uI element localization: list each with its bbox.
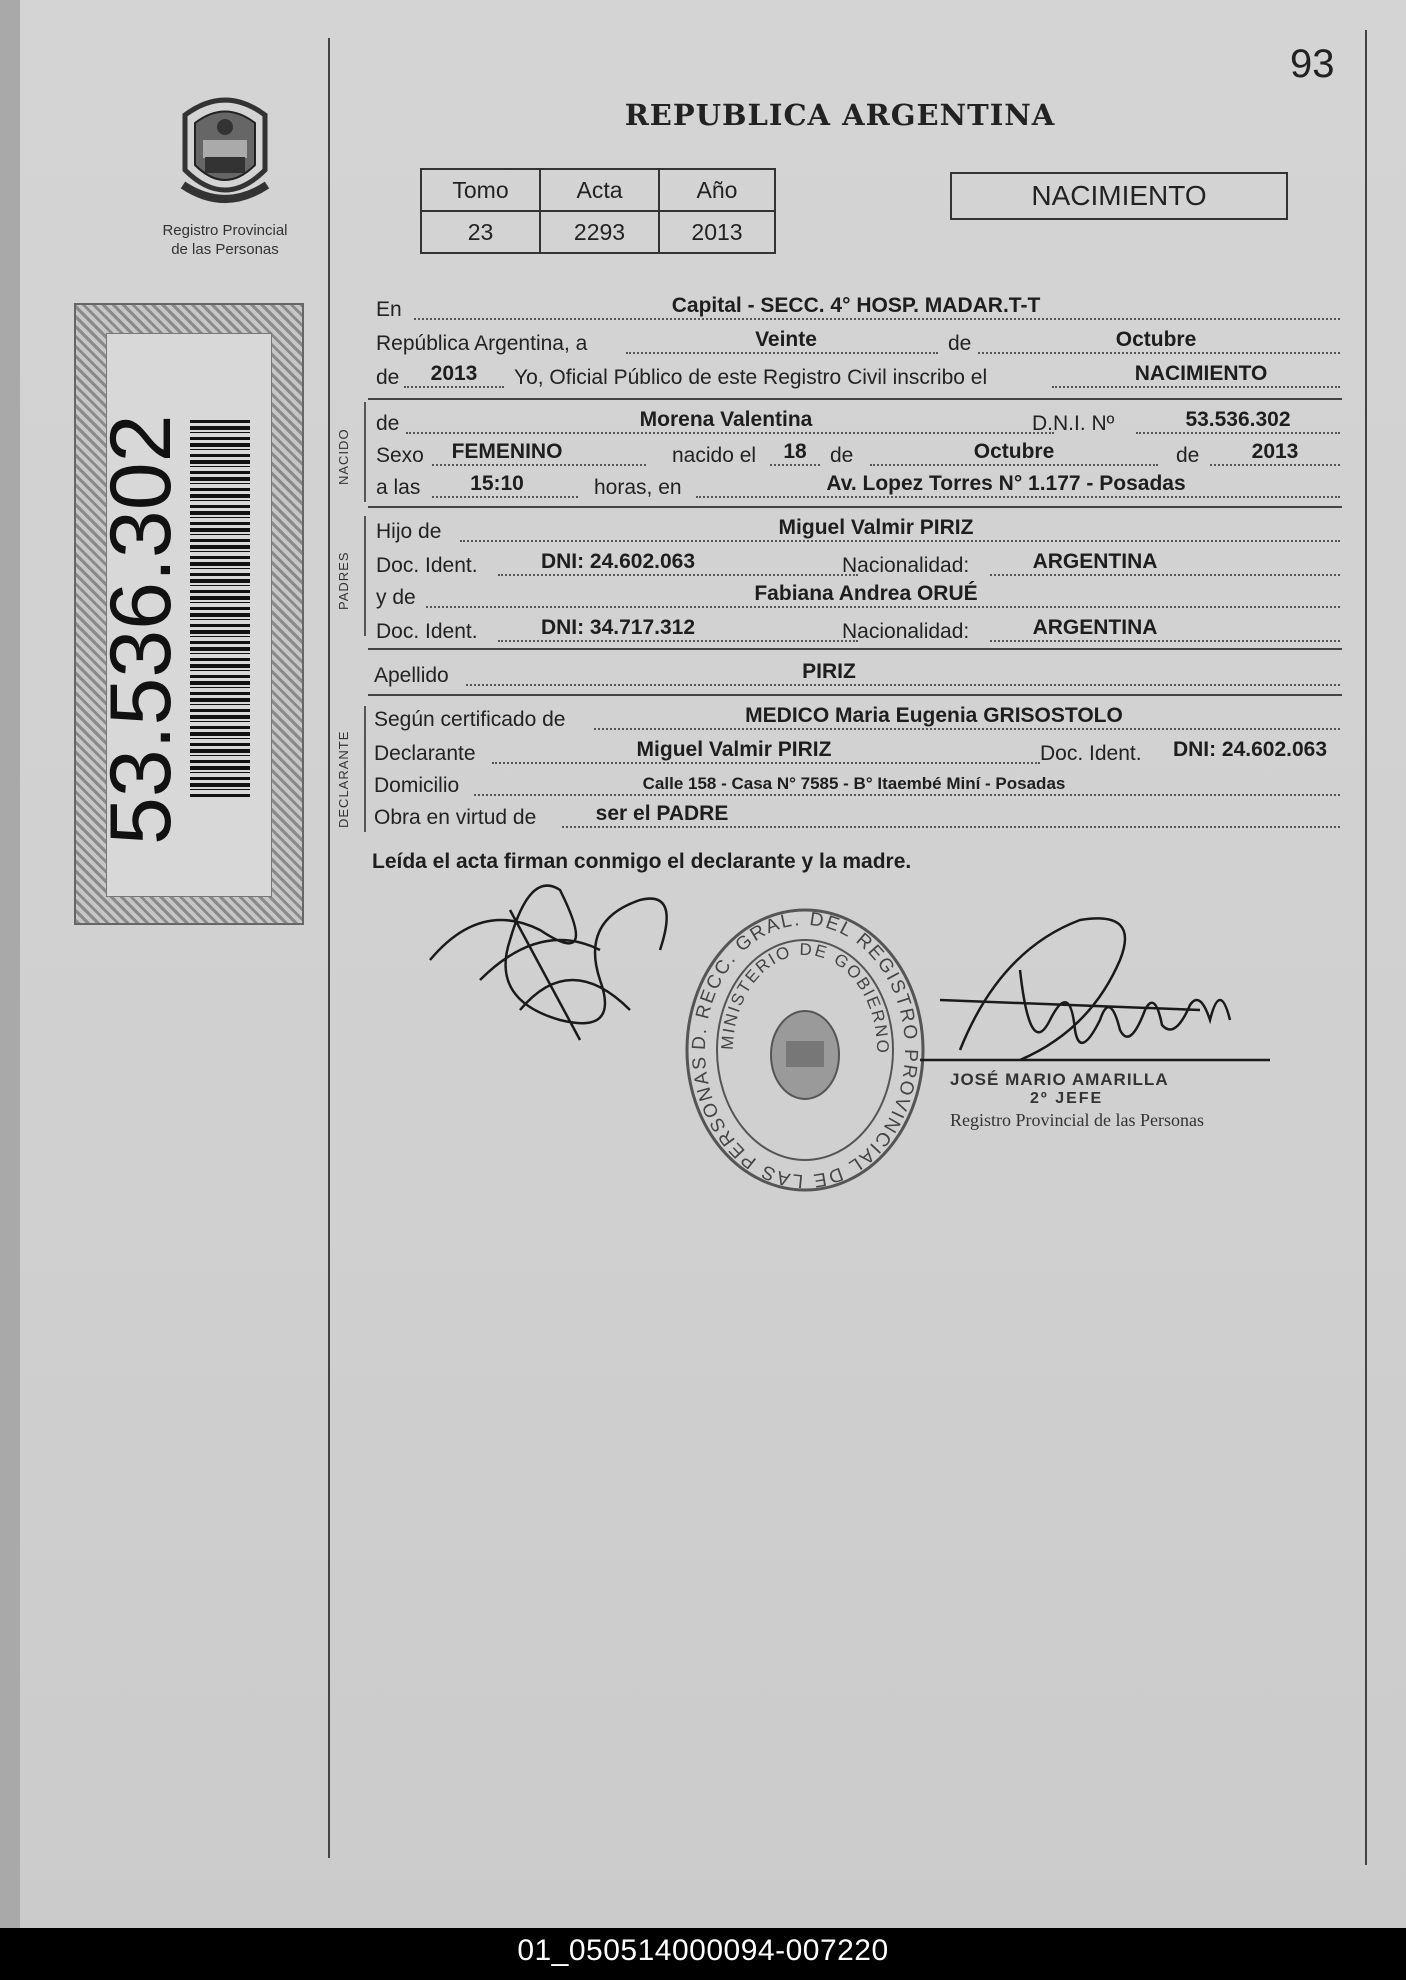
surname: PIRIZ <box>802 660 856 683</box>
official-office: Registro Provincial de las Personas <box>950 1110 1204 1130</box>
misiones-emblem-icon <box>165 85 285 215</box>
anio-header: Año <box>659 169 775 211</box>
certificate-issuer: MEDICO Maria Eugenia GRISOSTOLO <box>745 704 1123 727</box>
declarant-doc: DNI: 24.602.063 <box>1172 738 1328 761</box>
apellido-divider <box>368 694 1342 696</box>
nacido-el-label: nacido el <box>672 444 757 467</box>
row-father <box>376 514 1340 546</box>
barcode-number: 53.536.302 <box>93 414 189 845</box>
mother-nat-label: Nacionalidad: <box>842 620 970 643</box>
intro-divider <box>368 398 1342 400</box>
intro-de-label: de <box>948 332 972 355</box>
official-signature-icon <box>900 910 1280 1090</box>
nacido-de-label: de <box>376 412 400 435</box>
official-signature-block <box>950 1070 1204 1131</box>
birth-address: Av. Lopez Torres N° 1.177 - Posadas <box>826 472 1186 495</box>
nacido-divider <box>368 506 1342 508</box>
father-name: Miguel Valmir PIRIZ <box>778 516 974 539</box>
row-time-place <box>376 470 1340 502</box>
mother-name: Fabiana Andrea ORUÉ <box>754 582 978 605</box>
nacido-section-bar <box>364 402 366 502</box>
birth-place-section: Capital - SECC. 4° HOSP. MADAR.T-T <box>671 294 1041 317</box>
certificado-label: Según certificado de <box>374 708 566 731</box>
birth-year: 2013 <box>1251 440 1299 463</box>
registry-table <box>420 168 776 254</box>
registry-logo <box>150 85 300 258</box>
declarante-label: Declarante <box>374 742 476 765</box>
declarant-relation: ser el PADRE <box>595 802 729 825</box>
seal-outer-text: D. RECC. GRAL. DEL REGISTRO PROVINCIAL DE LAS PERSONAS <box>688 908 922 1192</box>
nacido-section-label: NACIDO <box>336 428 351 485</box>
closing-statement: Leída el acta firman conmigo el declarante y la madre. <box>372 850 912 873</box>
declarante-section-bar <box>364 706 366 832</box>
child-dni: 53.536.302 <box>1185 408 1291 431</box>
mother-doc: DNI: 34.717.312 <box>540 616 696 639</box>
row-year-act <box>376 360 1340 392</box>
acta-header: Acta <box>540 169 659 211</box>
logo-caption-line1: Registro Provincial <box>162 222 288 239</box>
mother-doc-label: Doc. Ident. <box>376 620 478 643</box>
row-obra <box>374 800 1340 832</box>
registry-header-row <box>421 169 775 211</box>
obra-label: Obra en virtud de <box>374 806 537 829</box>
intro-de2-label: de <box>376 366 400 389</box>
y-de-label: y de <box>376 586 416 609</box>
official-role: 2º JEFE <box>1030 1090 1104 1107</box>
document-title: REPUBLICA ARGENTINA <box>624 98 1056 132</box>
child-sex: FEMENINO <box>451 440 563 463</box>
domicilio-label: Domicilio <box>374 774 460 797</box>
father-doc: DNI: 24.602.063 <box>540 550 696 573</box>
official-name: JOSÉ MARIO AMARILLA <box>950 1070 1169 1089</box>
tomo-header: Tomo <box>421 169 540 211</box>
acta-value: 2293 <box>540 211 659 253</box>
row-mother-doc <box>376 614 1340 646</box>
intro-year: 2013 <box>430 362 478 385</box>
row-domicilio <box>374 768 1340 800</box>
sexo-label: Sexo <box>376 444 424 467</box>
barcode-bars <box>190 420 250 800</box>
row-republica <box>376 326 1340 358</box>
padres-divider <box>368 648 1342 650</box>
birth-de-label-2: de <box>1176 444 1200 467</box>
row-certificado <box>374 702 1340 734</box>
father-nat-label: Nacionalidad: <box>842 554 970 577</box>
hijo-de-label: Hijo de <box>376 520 442 543</box>
declarant-name: Miguel Valmir PIRIZ <box>636 738 832 761</box>
page-number: 93 <box>1290 42 1335 86</box>
mother-nationality: ARGENTINA <box>1032 616 1158 639</box>
yo-label: Yo, Oficial Público de este Registro Civil inscribo el <box>514 366 988 389</box>
birth-day: 18 <box>783 440 807 463</box>
padres-section-label: PADRES <box>336 551 351 610</box>
dni-label: D.N.I. Nº <box>1032 412 1115 435</box>
row-mother <box>376 580 1340 612</box>
row-apellido <box>374 658 1340 690</box>
left-margin-rule <box>328 38 330 1858</box>
anio-value: 2013 <box>659 211 775 253</box>
official-seal <box>680 905 930 1195</box>
record-type-box: NACIMIENTO <box>950 172 1288 220</box>
row-declarante <box>374 736 1340 768</box>
intro-day: Veinte <box>755 328 817 351</box>
declarante-doc-label: Doc. Ident. <box>1040 742 1142 765</box>
right-margin-rule <box>1365 30 1367 1865</box>
father-doc-label: Doc. Ident. <box>376 554 478 577</box>
birth-de-label: de <box>830 444 854 467</box>
father-nationality: ARGENTINA <box>1032 550 1158 573</box>
row-nacido-name <box>376 406 1340 438</box>
scan-left-edge <box>0 0 20 1928</box>
padres-section-bar <box>364 516 366 636</box>
child-name: Morena Valentina <box>639 408 813 431</box>
republica-label: República Argentina, a <box>376 332 588 355</box>
birth-time: 15:10 <box>470 472 524 495</box>
declarant-address: Calle 158 - Casa N° 7585 - B° Itaembé Miní - Posadas <box>642 774 1066 793</box>
seal-inner-text: MINISTERIO DE GOBIERNO <box>717 939 893 1056</box>
row-en <box>376 292 1340 324</box>
apellido-label: Apellido <box>374 664 449 687</box>
row-father-doc <box>376 548 1340 580</box>
logo-caption-line2: de las Personas <box>171 241 279 258</box>
intro-act: NACIMIENTO <box>1134 362 1268 385</box>
horas-label: horas, en <box>594 476 682 499</box>
intro-month: Octubre <box>1115 328 1197 351</box>
registry-value-row <box>421 211 775 253</box>
a-las-label: a las <box>376 476 421 499</box>
tomo-value: 23 <box>421 211 540 253</box>
declarant-signature-icon <box>420 860 720 1060</box>
declarante-section-label: DECLARANTE <box>336 730 351 828</box>
row-sexo <box>376 438 1340 470</box>
birth-month: Octubre <box>973 440 1055 463</box>
en-label: En <box>376 298 402 321</box>
footer-file-id: 01_050514000094-007220 <box>517 1934 889 1967</box>
